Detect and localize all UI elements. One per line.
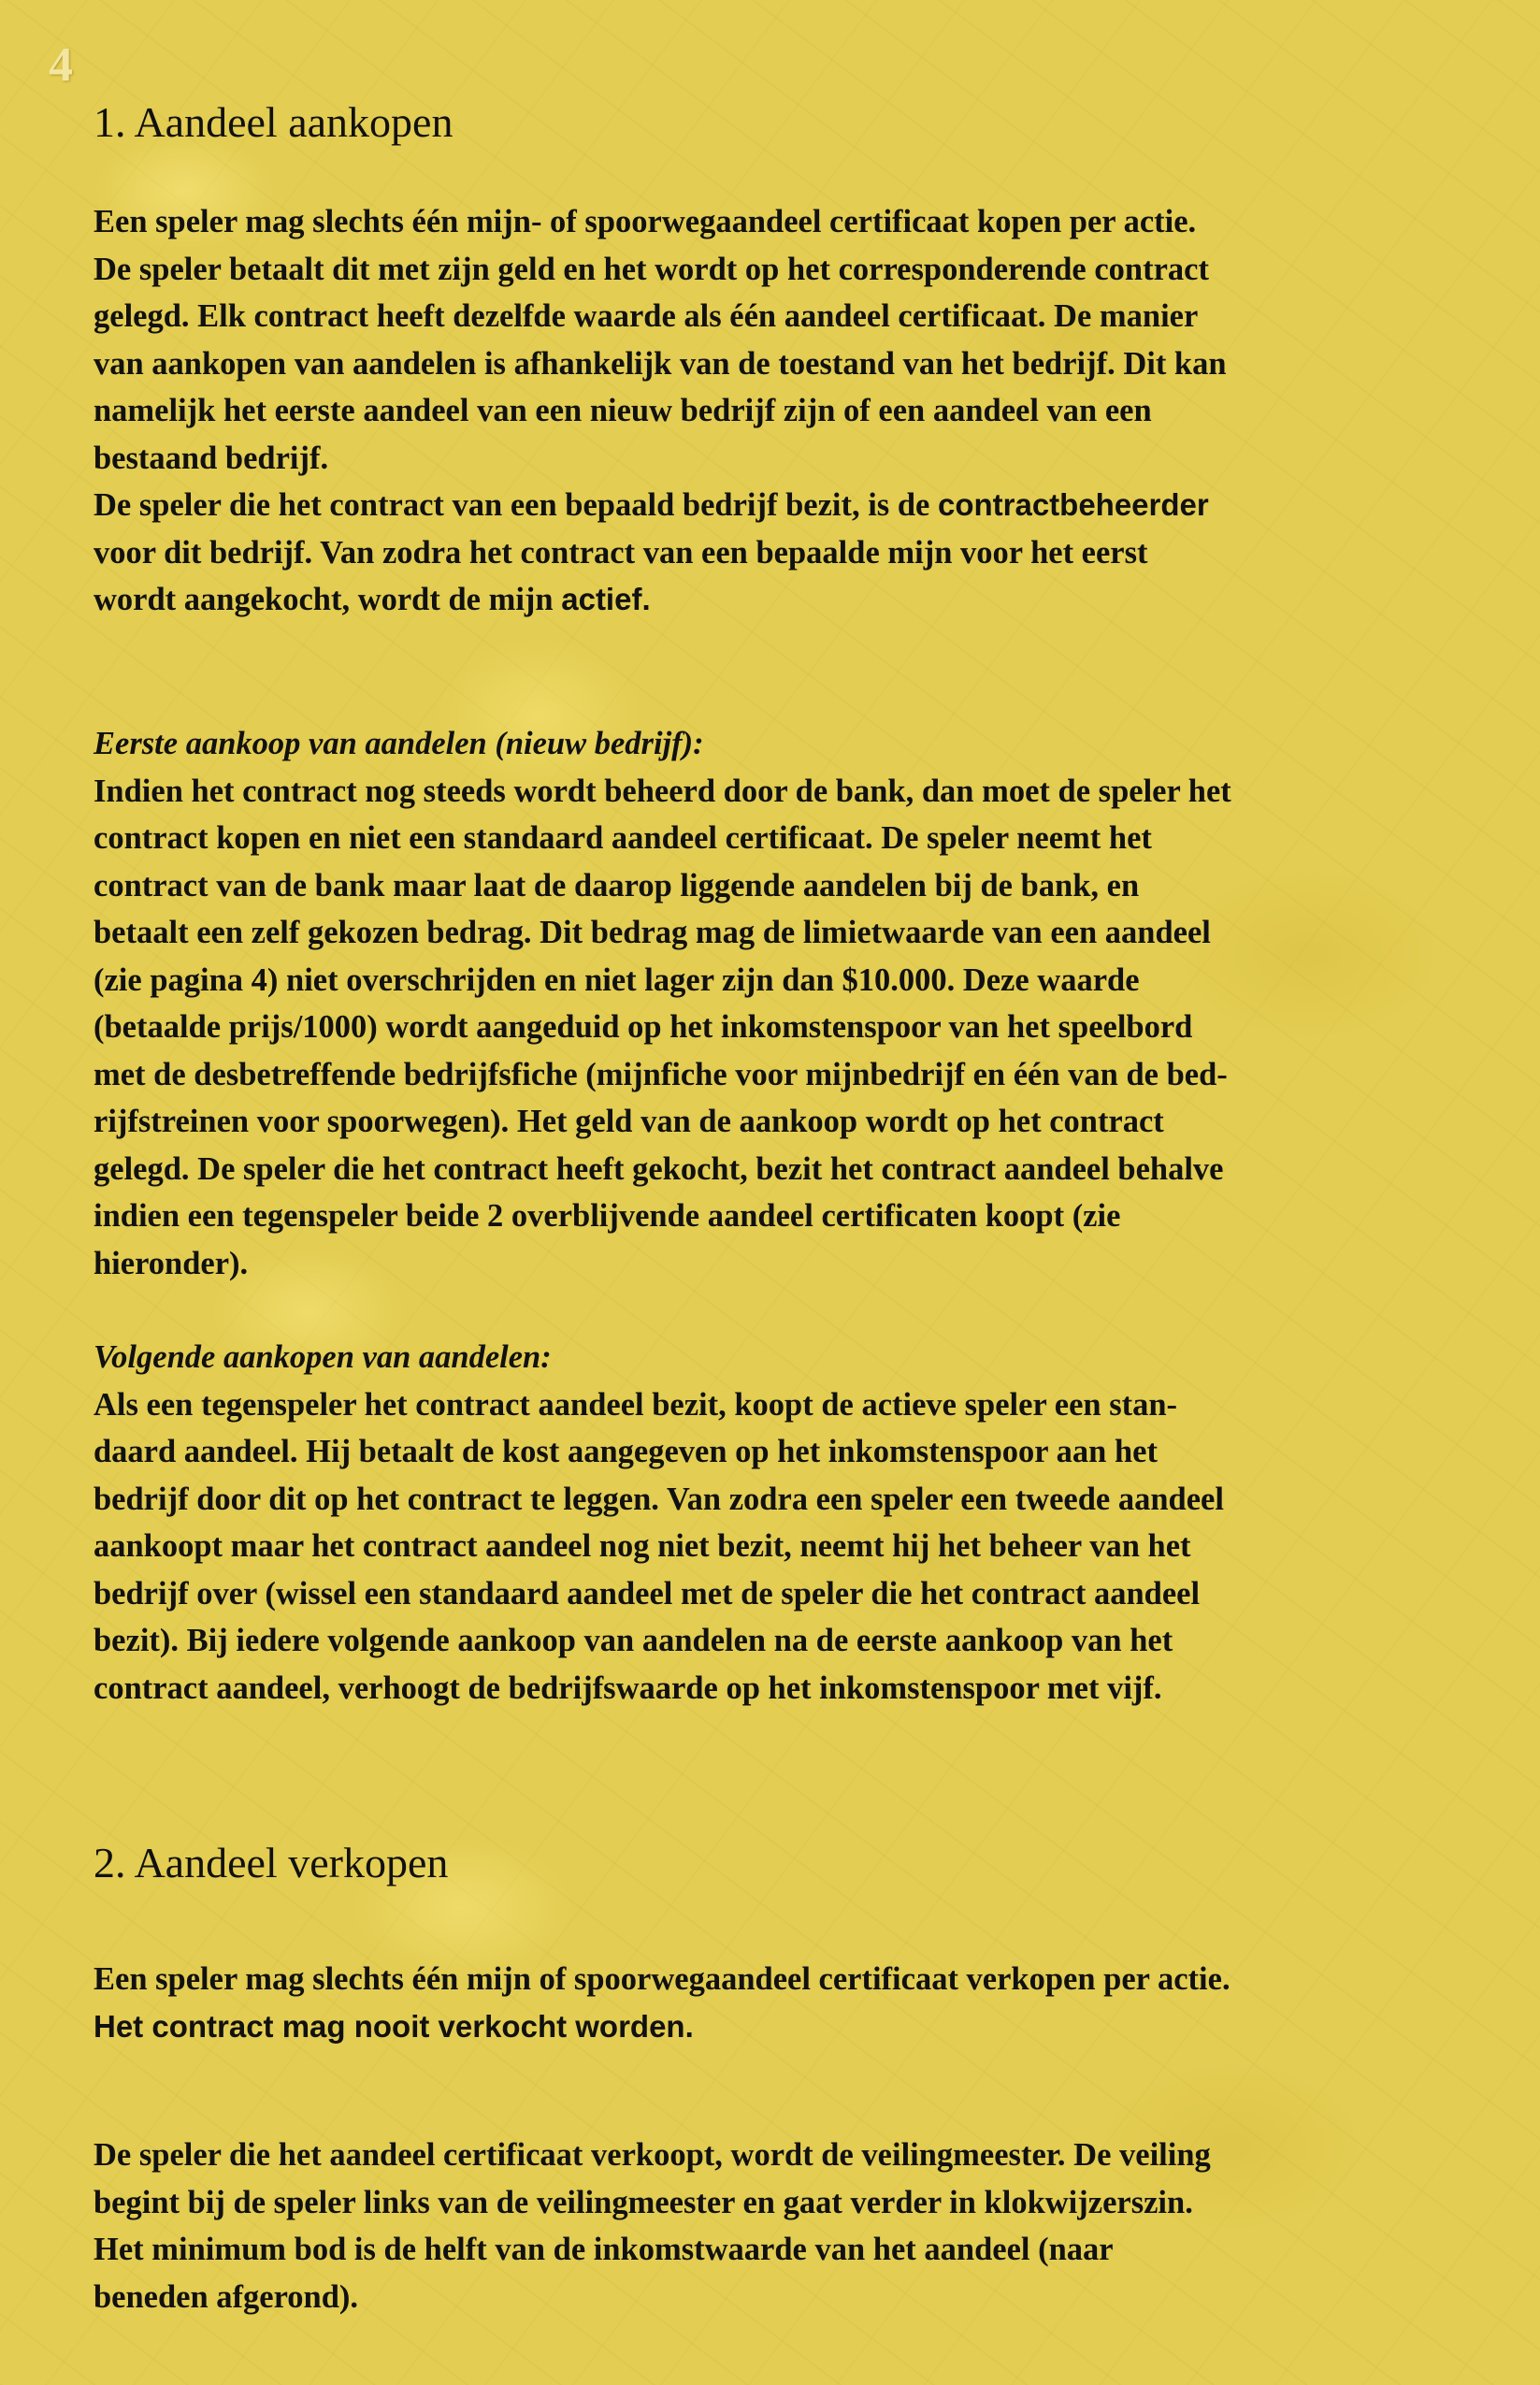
text-line: aankoopt maar het contract aandeel nog niet bezit, neemt hij het beheer van het	[94, 1528, 1191, 1564]
text-line: gelegd. De speler die het contract heeft gekocht, bezit het contract aandeel behalve	[94, 1150, 1224, 1187]
text-line: met de desbetreffende bedrijfsfiche (mijnfiche voor mijnbedrijf en één van de bed-	[94, 1056, 1228, 1092]
section-2-title: 2. Aandeel verkopen	[94, 1839, 449, 1886]
subsequent-purchase-heading: Volgende aankopen van aandelen:	[94, 1339, 552, 1375]
text-line: contract aandeel, verhoogt de bedrijfswaarde op het inkomstenspoor met vijf.	[94, 1670, 1162, 1706]
text-line: voor dit bedrijf. Van zodra het contract van een bepaalde mijn voor het eerst	[94, 534, 1148, 571]
text-line: contract kopen en niet een standaard aandeel certificaat. De speler neemt het	[94, 820, 1152, 856]
section-2-intro	[94, 1956, 1477, 2050]
text-line: (betaalde prijs/1000) wordt aangeduid op het inkomstenspoor van het speelbord	[94, 1009, 1193, 1045]
text-line: bedrijf over (wissel een standaard aandeel met de speler die het contract aandeel	[94, 1575, 1201, 1612]
first-purchase-block	[94, 720, 1477, 1287]
text-line: (zie pagina 4) niet overschrijden en niet lager zijn dan $10.000. Deze waarde	[94, 961, 1140, 998]
text-line: Een speler mag slechts één mijn of spoorwegaandeel certificaat verkopen per actie.	[94, 1961, 1231, 1997]
section-1-intro	[94, 198, 1477, 624]
text-line: gelegd. Elk contract heeft dezelfde waarde als één aandeel certificaat. De manier	[94, 298, 1199, 334]
text-line: Indien het contract nog steeds wordt beheerd door de bank, dan moet de speler het	[94, 773, 1231, 809]
text-line: van aankopen van aandelen is afhankelijk van de toestand van het bedrijf. Dit kan	[94, 345, 1227, 382]
manager-sentence-start: De speler die het contract van een bepaald bedrijf bezit, is de	[94, 487, 938, 523]
auction-block	[94, 2132, 1477, 2320]
contract-rule: Het contract mag nooit verkocht worden.	[94, 2008, 694, 2044]
text-line: daard aandeel. Hij betaalt de kost aangegeven op het inkomstenspoor aan het	[94, 1434, 1158, 1469]
contract-manager-term: contractbeheerder	[937, 487, 1209, 522]
text-line: rijfstreinen voor spoorwegen). Het geld van de aankoop wordt op het contract	[94, 1104, 1164, 1139]
text-line: Als een tegenspeler het contract aandeel bezit, koopt de actieve speler een stan-	[94, 1386, 1178, 1423]
active-term: actief.	[561, 582, 651, 616]
text-line: De speler die het aandeel certificaat verkoopt, wordt de veilingmeester. De veiling	[94, 2137, 1211, 2173]
text-line: begint bij de speler links van de veilingmeester en gaat verder in klokwijzerszin.	[94, 2184, 1193, 2220]
text-line	[94, 576, 1477, 624]
section-1-title: 1. Aandeel aankopen	[94, 98, 453, 146]
text-line: namelijk het eerste aandeel van een nieuw bedrijf zijn of een aandeel van een	[94, 393, 1152, 428]
text-line: bezit). Bij iedere volgende aankoop van aandelen na de eerste aankoop van het	[94, 1623, 1173, 1658]
text-line: bedrijf door dit op het contract te leggen. Van zodra een speler een tweede aandeel	[94, 1481, 1224, 1517]
text-line: betaalt een zelf gekozen bedrag. Dit bedrag mag de limietwaarde van een aandeel	[94, 915, 1211, 950]
rule-line	[94, 2003, 1477, 2051]
text-line: hieronder).	[94, 1245, 249, 1281]
text-line: indien een tegenspeler beide 2 overblijvende aandeel certificaten koopt (zie	[94, 1198, 1121, 1234]
text-line: beneden afgerond).	[94, 2278, 359, 2315]
text-line	[94, 482, 1477, 529]
text-line: contract van de bank maar laat de daarop liggende aandelen bij de bank, en	[94, 867, 1140, 903]
text-line: Een speler mag slechts één mijn- of spoorwegaandeel certificaat kopen per actie.	[94, 204, 1197, 239]
text-line: De speler betaalt dit met zijn geld en het wordt op het corresponderende contract	[94, 251, 1209, 287]
first-purchase-heading: Eerste aankoop van aandelen (nieuw bedrijf):	[94, 726, 704, 761]
text-line: Het minimum bod is de helft van de inkomstwaarde van het aandeel (naar	[94, 2232, 1114, 2267]
text-line: bestaand bedrijf.	[94, 440, 329, 476]
active-sentence-start: wordt aangekocht, wordt de mijn	[94, 582, 562, 617]
page-number: 4	[49, 38, 73, 92]
subsequent-purchase-block	[94, 1334, 1477, 1712]
